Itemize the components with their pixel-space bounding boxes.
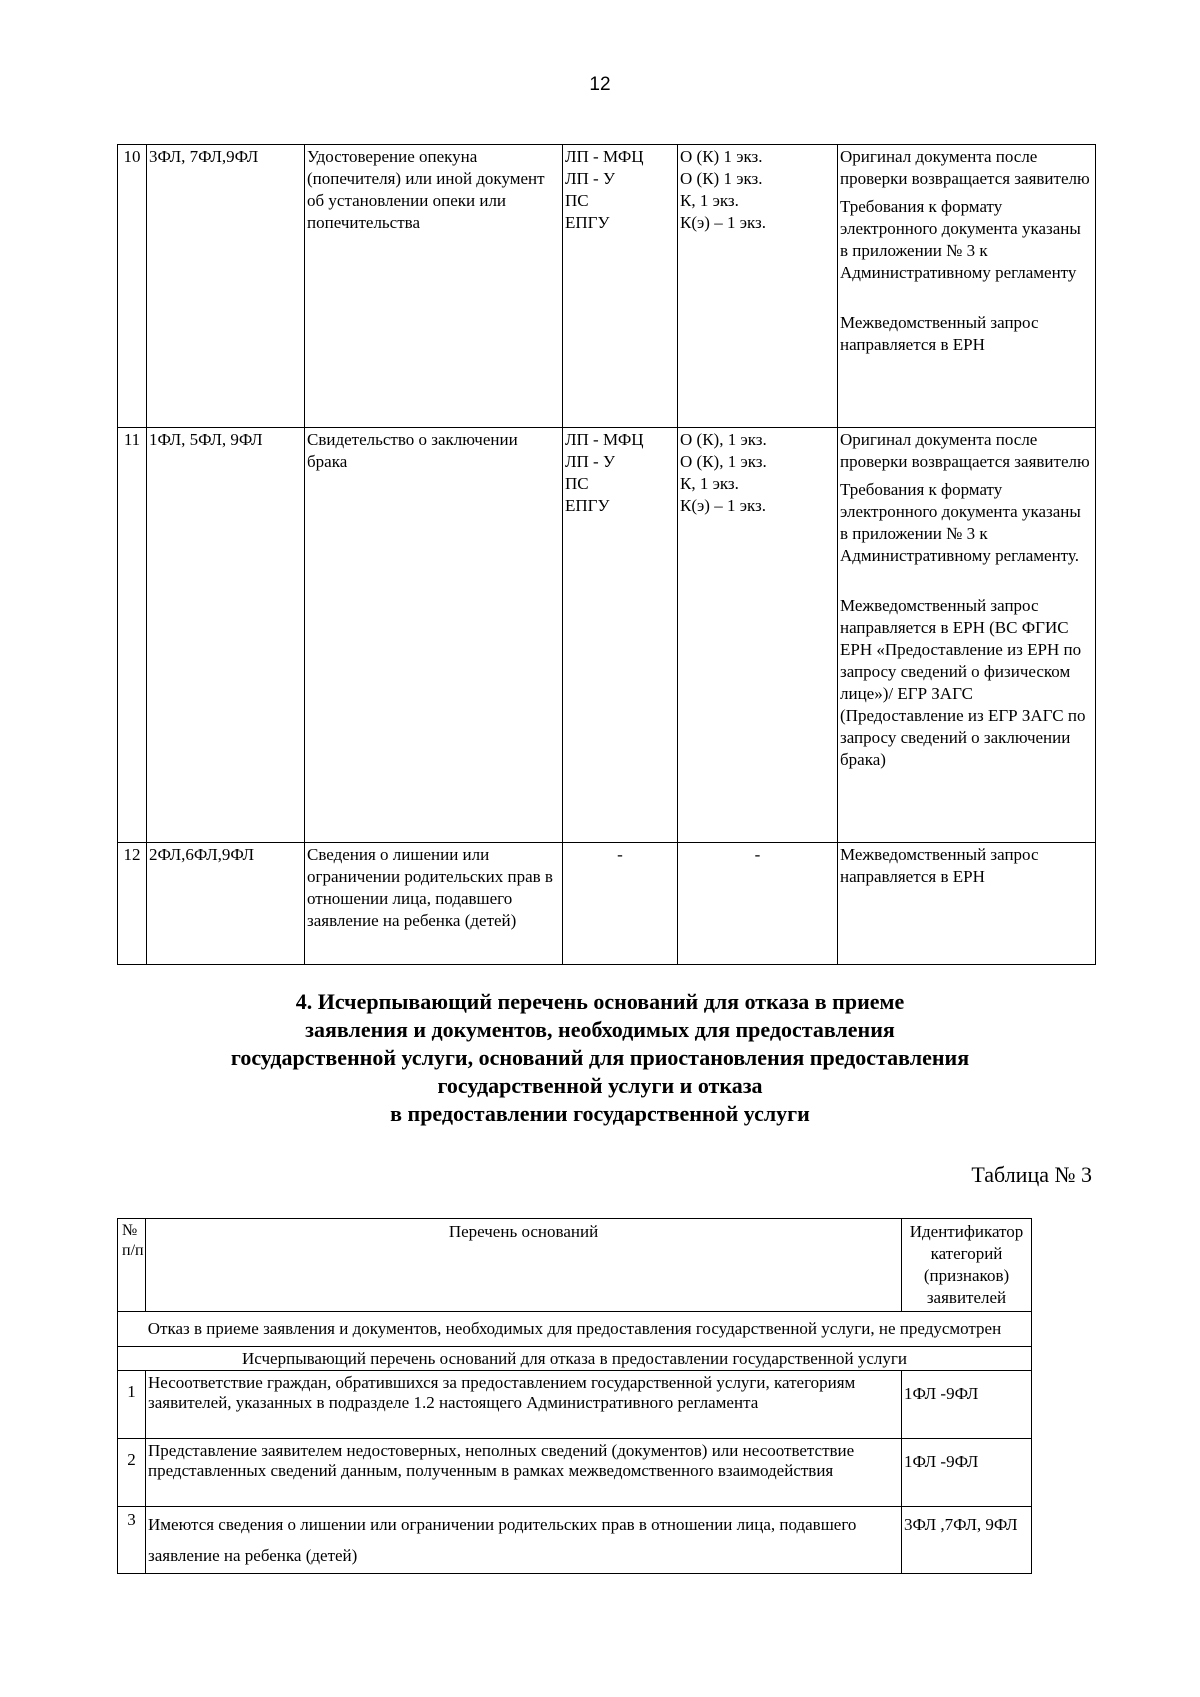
note-text: Оригинал документа после проверки возвращается заявителю xyxy=(840,430,1090,471)
grounds-table xyxy=(117,1218,1032,1574)
heading-line: государственной услуги, оснований для приостановления предоставления xyxy=(230,1045,970,1070)
row-channels xyxy=(563,428,678,843)
form-item: О (К), 1 экз. xyxy=(680,430,767,449)
note-text: Межведомственный запрос направляется в ЕРН xyxy=(840,845,1039,886)
row-number: 10 xyxy=(118,145,147,428)
channel-item: ПС xyxy=(565,191,589,210)
row-channels xyxy=(563,145,678,428)
channel-item: ЛП - У xyxy=(565,452,616,471)
form-item: К(э) – 1 экз. xyxy=(680,213,767,232)
channel-item: ПС xyxy=(565,474,589,493)
form-item: О (К), 1 экз. xyxy=(680,452,767,471)
row-ident: 1ФЛ -9ФЛ xyxy=(902,1371,1032,1439)
header-list: Перечень оснований xyxy=(146,1219,902,1312)
row-forms xyxy=(678,145,838,428)
row-text: Представление заявителем недостоверных, неполных сведений (документов) или несоответствие представленных сведений данным, полученным в рамках межведомственного взаимодействия xyxy=(146,1439,902,1507)
table-span-row xyxy=(118,1347,1032,1371)
row-text: Имеются сведения о лишении или ограничении родительских прав в отношении лица, подавшего заявление на ребенка (детей) xyxy=(146,1507,902,1574)
header-num: № п/п xyxy=(118,1219,146,1312)
channel-item: ЛП - У xyxy=(565,169,616,188)
refusal-acceptance-row: Отказ в приеме заявления и документов, необходимых для предоставления государственной услуги, не предусмотрен xyxy=(118,1312,1032,1347)
form-item: К, 1 экз. xyxy=(680,191,739,210)
channel-item: ЛП - МФЦ xyxy=(565,147,644,166)
row-document: Удостоверение опекуна (попечителя) или иной документ об установлении опеки или попечительства xyxy=(305,145,563,428)
row-notes xyxy=(838,428,1096,843)
row-number: 11 xyxy=(118,428,147,843)
form-item: О (К) 1 экз. xyxy=(680,147,763,166)
row-categories: 3ФЛ, 7ФЛ,9ФЛ xyxy=(147,145,305,428)
row-notes xyxy=(838,843,1096,965)
heading-line: в предоставлении государственной услуги xyxy=(390,1101,810,1126)
row-categories: 2ФЛ,6ФЛ,9ФЛ xyxy=(147,843,305,965)
row-channels-dash: - xyxy=(563,843,678,965)
row-forms-dash: - xyxy=(678,843,838,965)
row-document: Свидетельство о заключении брака xyxy=(305,428,563,843)
channel-item: ЕПГУ xyxy=(565,496,610,515)
row-ident: 1ФЛ -9ФЛ xyxy=(902,1439,1032,1507)
note-text: Межведомственный запрос направляется в ЕРН xyxy=(840,313,1039,354)
form-item: К, 1 экз. xyxy=(680,474,739,493)
heading-line: государственной услуги и отказа xyxy=(437,1073,763,1098)
refusal-provision-row: Исчерпывающий перечень оснований для отказа в предоставлении государственной услуги xyxy=(118,1347,1032,1371)
row-number: 12 xyxy=(118,843,147,965)
table-row xyxy=(118,145,1096,428)
form-item: О (К) 1 экз. xyxy=(680,169,763,188)
heading-line: заявления и документов, необходимых для предоставления xyxy=(305,1017,895,1042)
note-text: Оригинал документа после проверки возвращается заявителю xyxy=(840,147,1090,188)
documents-table xyxy=(117,144,1096,965)
channel-item: ЕПГУ xyxy=(565,213,610,232)
row-number: 2 xyxy=(118,1439,146,1507)
row-ident: 3ФЛ ,7ФЛ, 9ФЛ xyxy=(902,1507,1032,1574)
table-row xyxy=(118,428,1096,843)
row-document: Сведения о лишении или ограничении родительских прав в отношении лица, подавшего заявление на ребенка (детей) xyxy=(305,843,563,965)
table-row xyxy=(118,1507,1032,1574)
table-caption: Таблица № 3 xyxy=(971,1162,1092,1187)
row-text: Несоответствие граждан, обратившихся за предоставлением государственной услуги, категориям заявителей, указанных в подразделе 1.2 настоящего Административного регламента xyxy=(146,1371,902,1439)
note-text: Межведомственный запрос направляется в ЕРН (ВС ФГИС ЕРН «Предоставление из ЕРН по запросу сведений о физическом лице»)/ ЕГР ЗАГС (Предоставление из ЕГР ЗАГС по запросу сведений о заключении брака) xyxy=(840,596,1086,769)
page-number: 12 xyxy=(589,74,611,95)
table-row xyxy=(118,1439,1032,1507)
table-header-row xyxy=(118,1219,1032,1312)
table-row xyxy=(118,843,1096,965)
table-row xyxy=(118,1371,1032,1439)
table-span-row xyxy=(118,1312,1032,1347)
heading-line: 4. Исчерпывающий перечень оснований для отказа в приеме xyxy=(295,989,905,1014)
row-number: 3 xyxy=(118,1507,146,1574)
note-text: Требования к формату электронного документа указаны в приложении № 3 к Административному регламенту. xyxy=(840,480,1081,565)
row-categories: 1ФЛ, 5ФЛ, 9ФЛ xyxy=(147,428,305,843)
row-forms xyxy=(678,428,838,843)
row-number: 1 xyxy=(118,1371,146,1439)
header-ident: Идентификатор категорий (признаков) заявителей xyxy=(902,1219,1032,1312)
section-heading xyxy=(120,988,1080,1128)
note-text: Требования к формату электронного документа указаны в приложении № 3 к Административному регламенту xyxy=(840,197,1081,282)
row-notes xyxy=(838,145,1096,428)
channel-item: ЛП - МФЦ xyxy=(565,430,644,449)
form-item: К(э) – 1 экз. xyxy=(680,496,767,515)
